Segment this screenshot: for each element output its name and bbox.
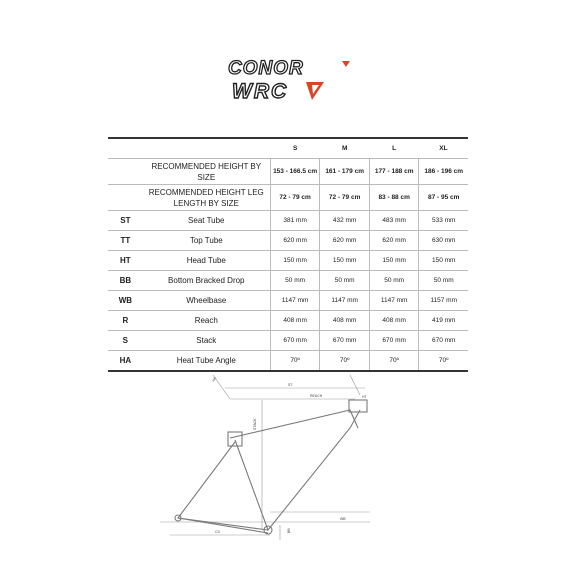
row-value: 150 mm	[270, 251, 320, 271]
label-ha: HA	[211, 376, 218, 383]
size-header: L	[392, 145, 397, 152]
table-row	[108, 271, 468, 291]
row-label: RECOMMENDED HEIGHT LEG LENGTH BY SIZE	[148, 187, 264, 208]
row-value: 408 mm	[369, 311, 419, 331]
row-value: 408 mm	[320, 311, 370, 331]
row-value: 177 - 188 cm	[369, 159, 419, 185]
row-abbr: TT	[120, 236, 131, 245]
table-row	[108, 159, 468, 185]
row-value: 1157 mm	[419, 291, 468, 311]
row-value: 153 - 166.5 cm	[270, 159, 320, 185]
label-top-tube: ST	[288, 383, 293, 387]
row-value: 670 mm	[419, 331, 468, 351]
row-value: 150 mm	[419, 251, 468, 271]
row-value: 670 mm	[320, 331, 370, 351]
row-abbr: S	[122, 336, 129, 345]
diagram-labels	[211, 376, 367, 534]
label-bb: BB	[287, 528, 291, 533]
table-row	[108, 185, 468, 211]
row-value: 72 - 79 cm	[320, 185, 370, 211]
row-abbr: BB	[119, 276, 132, 285]
svg-text:CONOR: CONOR	[228, 58, 304, 79]
row-value: 1147 mm	[320, 291, 370, 311]
row-label: Seat Tube	[188, 216, 225, 225]
conor-wrc-logo	[200, 52, 375, 104]
row-abbr: R	[122, 316, 129, 325]
row-value: 50 mm	[320, 271, 370, 291]
row-value: 70º	[369, 351, 419, 372]
row-value: 533 mm	[419, 211, 468, 231]
row-value: 70º	[320, 351, 370, 372]
size-header: M	[341, 145, 348, 152]
table-row	[108, 231, 468, 251]
row-label: Wheelbase	[186, 296, 227, 305]
row-value: 70º	[419, 351, 468, 372]
row-value: 620 mm	[320, 231, 370, 251]
row-value: 670 mm	[270, 331, 320, 351]
table-row	[108, 291, 468, 311]
row-label: Stack	[196, 336, 217, 345]
row-value: 150 mm	[369, 251, 419, 271]
table-row	[108, 211, 468, 231]
row-value: 670 mm	[369, 331, 419, 351]
row-value: 72 - 79 cm	[270, 185, 320, 211]
row-value: 83 - 88 cm	[369, 185, 419, 211]
size-header: S	[292, 145, 298, 152]
row-label: Bottom Bracked Drop	[168, 276, 245, 285]
row-value: 161 - 179 cm	[320, 159, 370, 185]
row-label: RECOMMENDED HEIGHT BY SIZE	[151, 161, 262, 182]
row-label: Reach	[194, 316, 218, 325]
row-abbr: HA	[119, 356, 132, 365]
frame-geometry-diagram	[150, 370, 380, 545]
row-value: 1147 mm	[270, 291, 320, 311]
table-row	[108, 251, 468, 271]
row-value: 419 mm	[419, 311, 468, 331]
label-reach: REACH	[310, 394, 323, 398]
svg-text:WRC: WRC	[232, 80, 289, 103]
table-row	[108, 331, 468, 351]
row-value: 50 mm	[419, 271, 468, 291]
geometry-table	[108, 137, 468, 372]
row-value: 50 mm	[270, 271, 320, 291]
size-header: XL	[439, 145, 448, 152]
table-row	[108, 311, 468, 331]
row-value: 1147 mm	[369, 291, 419, 311]
label-cs: CS	[215, 530, 220, 534]
row-value: 381 mm	[270, 211, 320, 231]
row-value: 50 mm	[369, 271, 419, 291]
row-abbr: HT	[120, 256, 131, 265]
row-abbr: ST	[120, 216, 131, 225]
label-stack: STACK	[253, 418, 257, 430]
row-value: 620 mm	[270, 231, 320, 251]
dimension-lines	[160, 375, 370, 540]
row-label: Top Tube	[189, 236, 223, 245]
row-value: 432 mm	[320, 211, 370, 231]
row-value: 630 mm	[419, 231, 468, 251]
row-value: 483 mm	[369, 211, 419, 231]
row-value: 70º	[270, 351, 320, 372]
row-value: 620 mm	[369, 231, 419, 251]
row-value: 186 - 196 cm	[419, 159, 468, 185]
label-wheelbase: WB	[340, 517, 346, 521]
bike-frame	[175, 400, 367, 534]
row-label: Head Tube	[186, 256, 226, 265]
row-label: Heat Tube Angle	[176, 356, 236, 365]
row-value: 408 mm	[270, 311, 320, 331]
row-abbr	[108, 185, 143, 211]
row-value: 87 - 95 cm	[419, 185, 468, 211]
table-header-row	[108, 138, 468, 159]
row-abbr: WB	[118, 296, 133, 305]
row-value: 150 mm	[320, 251, 370, 271]
table-row	[108, 351, 468, 372]
label-ht: HT	[362, 395, 367, 399]
row-abbr	[108, 159, 143, 185]
